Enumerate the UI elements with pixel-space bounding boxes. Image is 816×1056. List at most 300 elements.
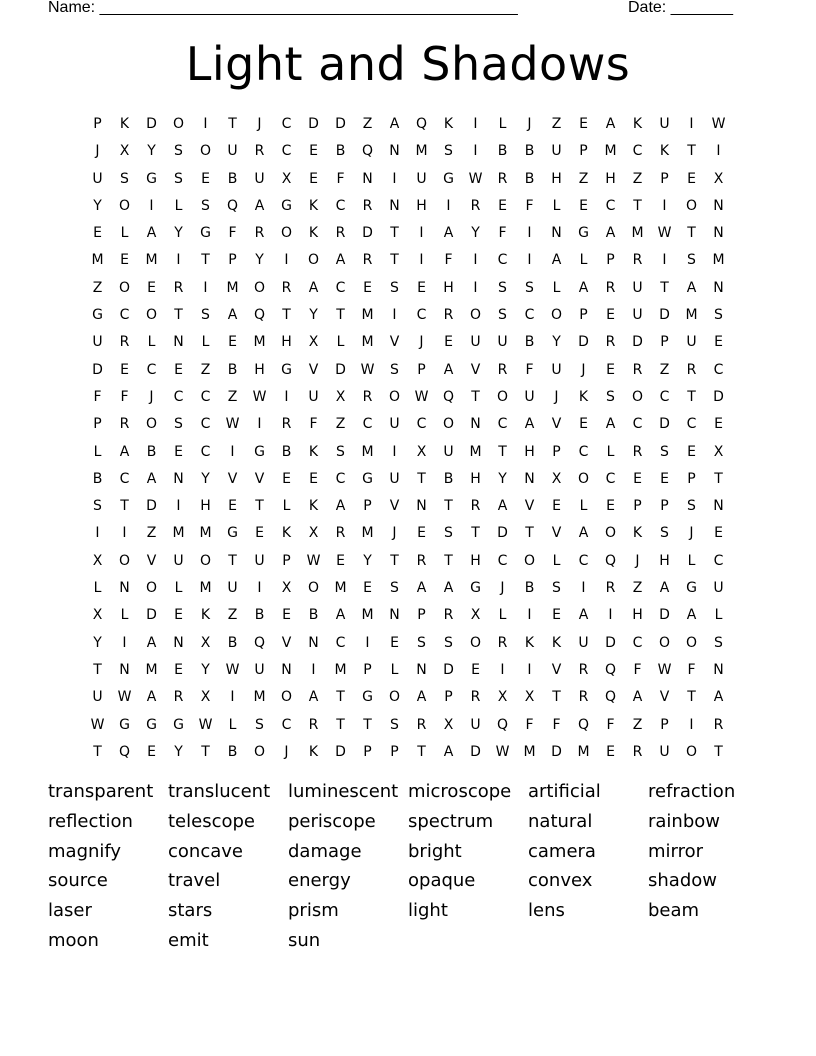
grid-letter[interactable]: A bbox=[335, 498, 346, 515]
grid-letter[interactable]: K bbox=[524, 634, 535, 651]
grid-letter[interactable]: M bbox=[631, 225, 644, 242]
grid-letter[interactable]: W bbox=[657, 225, 672, 242]
grid-letter[interactable]: X bbox=[92, 607, 103, 624]
grid-letter[interactable]: P bbox=[633, 498, 642, 515]
grid-letter[interactable]: V bbox=[389, 498, 400, 515]
grid-letter[interactable]: U bbox=[632, 279, 643, 296]
grid-letter[interactable]: X bbox=[200, 634, 211, 651]
grid-letter[interactable]: G bbox=[254, 443, 265, 460]
grid-letter[interactable]: F bbox=[633, 661, 642, 678]
grid-letter[interactable]: I bbox=[473, 252, 478, 269]
grid-letter[interactable]: U bbox=[497, 334, 508, 351]
grid-letter[interactable]: C bbox=[578, 552, 589, 569]
grid-letter[interactable]: W bbox=[117, 689, 132, 706]
grid-letter[interactable]: I bbox=[527, 225, 532, 242]
grid-letter[interactable]: M bbox=[172, 525, 185, 542]
grid-letter[interactable]: G bbox=[173, 716, 184, 733]
grid-letter[interactable]: E bbox=[174, 443, 183, 460]
grid-letter[interactable]: P bbox=[660, 498, 669, 515]
grid-letter[interactable]: Q bbox=[118, 743, 131, 760]
grid-letter[interactable]: A bbox=[335, 252, 346, 269]
grid-letter[interactable]: B bbox=[227, 634, 238, 651]
grid-letter[interactable]: X bbox=[713, 443, 724, 460]
grid-letter[interactable]: E bbox=[174, 661, 183, 678]
grid-letter[interactable]: X bbox=[281, 580, 292, 597]
grid-letter[interactable]: C bbox=[632, 634, 643, 651]
grid-letter[interactable]: P bbox=[417, 361, 426, 378]
grid-letter[interactable]: E bbox=[552, 607, 561, 624]
grid-letter[interactable]: A bbox=[308, 279, 319, 296]
grid-letter[interactable]: K bbox=[632, 525, 643, 542]
grid-letter[interactable]: M bbox=[604, 143, 617, 160]
grid-letter[interactable]: I bbox=[392, 170, 397, 187]
grid-letter[interactable]: S bbox=[714, 634, 723, 651]
grid-letter[interactable]: L bbox=[552, 197, 561, 214]
grid-letter[interactable]: E bbox=[714, 525, 723, 542]
grid-letter[interactable]: L bbox=[498, 607, 507, 624]
grid-letter[interactable]: R bbox=[362, 252, 373, 269]
grid-letter[interactable]: F bbox=[525, 361, 534, 378]
grid-letter[interactable]: T bbox=[201, 743, 210, 760]
grid-letter[interactable]: X bbox=[281, 170, 292, 187]
grid-letter[interactable]: J bbox=[419, 334, 424, 351]
grid-letter[interactable]: L bbox=[552, 552, 561, 569]
grid-letter[interactable]: Q bbox=[226, 197, 239, 214]
grid-letter[interactable]: T bbox=[633, 197, 642, 214]
grid-letter[interactable]: I bbox=[527, 661, 532, 678]
grid-letter[interactable]: D bbox=[578, 334, 589, 351]
grid-letter[interactable]: O bbox=[253, 743, 266, 760]
grid-letter[interactable]: R bbox=[632, 743, 643, 760]
grid-letter[interactable]: B bbox=[281, 443, 292, 460]
grid-letter[interactable]: R bbox=[362, 197, 373, 214]
grid-letter[interactable]: J bbox=[554, 388, 559, 405]
grid-letter[interactable]: Q bbox=[253, 634, 266, 651]
grid-letter[interactable]: J bbox=[500, 580, 505, 597]
grid-letter[interactable]: N bbox=[713, 279, 724, 296]
grid-letter[interactable]: Q bbox=[253, 307, 266, 324]
grid-letter[interactable]: M bbox=[199, 525, 212, 542]
grid-letter[interactable]: O bbox=[118, 552, 131, 569]
grid-letter[interactable]: T bbox=[444, 552, 453, 569]
grid-letter[interactable]: N bbox=[524, 470, 535, 487]
grid-letter[interactable]: N bbox=[119, 580, 130, 597]
grid-letter[interactable]: I bbox=[203, 116, 208, 132]
grid-letter[interactable]: N bbox=[173, 634, 184, 651]
grid-letter[interactable]: E bbox=[606, 743, 615, 760]
grid-letter[interactable]: F bbox=[525, 716, 534, 733]
grid-letter[interactable]: E bbox=[606, 307, 615, 324]
grid-letter[interactable]: U bbox=[389, 416, 400, 433]
grid-letter[interactable]: T bbox=[336, 307, 345, 324]
grid-letter[interactable]: I bbox=[662, 252, 667, 269]
grid-letter[interactable]: D bbox=[308, 116, 319, 132]
grid-letter[interactable]: E bbox=[201, 170, 210, 187]
grid-letter[interactable]: T bbox=[687, 689, 696, 706]
grid-letter[interactable]: Y bbox=[201, 470, 210, 487]
grid-letter[interactable]: S bbox=[687, 498, 696, 515]
grid-letter[interactable]: N bbox=[416, 498, 427, 515]
grid-letter[interactable]: R bbox=[497, 361, 508, 378]
grid-letter[interactable]: M bbox=[361, 443, 374, 460]
grid-letter[interactable]: I bbox=[176, 498, 181, 515]
grid-letter[interactable]: T bbox=[687, 143, 696, 160]
grid-letter[interactable]: P bbox=[228, 252, 237, 269]
grid-letter[interactable]: L bbox=[147, 334, 156, 351]
grid-letter[interactable]: I bbox=[95, 525, 100, 542]
grid-letter[interactable]: G bbox=[362, 689, 373, 706]
grid-letter[interactable]: U bbox=[254, 661, 265, 678]
grid-letter[interactable]: S bbox=[174, 143, 183, 160]
grid-letter[interactable]: D bbox=[335, 361, 346, 378]
grid-letter[interactable]: G bbox=[281, 197, 292, 214]
grid-letter[interactable]: A bbox=[497, 498, 508, 515]
grid-letter[interactable]: F bbox=[606, 716, 615, 733]
grid-letter[interactable]: P bbox=[579, 307, 588, 324]
grid-letter[interactable]: U bbox=[443, 443, 454, 460]
grid-letter[interactable]: I bbox=[689, 716, 694, 733]
grid-letter[interactable]: D bbox=[146, 498, 157, 515]
grid-letter[interactable]: R bbox=[173, 689, 184, 706]
grid-letter[interactable]: O bbox=[307, 252, 320, 269]
grid-letter[interactable]: V bbox=[470, 361, 481, 378]
grid-letter[interactable]: Q bbox=[442, 388, 455, 405]
grid-letter[interactable]: E bbox=[363, 279, 372, 296]
grid-letter[interactable]: C bbox=[497, 552, 508, 569]
grid-letter[interactable]: E bbox=[552, 498, 561, 515]
grid-letter[interactable]: T bbox=[282, 307, 291, 324]
grid-letter[interactable]: L bbox=[336, 334, 345, 351]
grid-letter[interactable]: Z bbox=[632, 580, 643, 597]
grid-letter[interactable]: O bbox=[685, 197, 698, 214]
grid-letter[interactable]: C bbox=[713, 361, 724, 378]
grid-letter[interactable]: A bbox=[578, 279, 589, 296]
grid-letter[interactable]: E bbox=[228, 498, 237, 515]
grid-letter[interactable]: E bbox=[579, 197, 588, 214]
grid-letter[interactable]: O bbox=[280, 225, 293, 242]
grid-letter[interactable]: O bbox=[685, 634, 698, 651]
grid-letter[interactable]: S bbox=[174, 170, 183, 187]
grid-letter[interactable]: I bbox=[581, 580, 586, 597]
grid-letter[interactable]: T bbox=[228, 116, 237, 132]
grid-letter[interactable]: I bbox=[689, 116, 694, 132]
grid-letter[interactable]: K bbox=[308, 743, 319, 760]
grid-letter[interactable]: O bbox=[199, 143, 212, 160]
grid-letter[interactable]: D bbox=[713, 388, 724, 405]
grid-letter[interactable]: T bbox=[363, 716, 372, 733]
grid-letter[interactable]: N bbox=[713, 498, 724, 515]
grid-letter[interactable]: R bbox=[416, 716, 427, 733]
grid-letter[interactable]: P bbox=[363, 743, 372, 760]
grid-letter[interactable]: W bbox=[468, 170, 483, 187]
grid-letter[interactable]: T bbox=[471, 525, 480, 542]
grid-letter[interactable]: A bbox=[146, 470, 157, 487]
grid-letter[interactable]: R bbox=[605, 580, 616, 597]
grid-letter[interactable]: E bbox=[606, 498, 615, 515]
grid-letter[interactable]: A bbox=[659, 580, 670, 597]
grid-letter[interactable]: X bbox=[551, 470, 562, 487]
grid-letter[interactable]: T bbox=[417, 743, 426, 760]
grid-letter[interactable]: F bbox=[687, 661, 696, 678]
grid-letter[interactable]: C bbox=[200, 388, 211, 405]
grid-letter[interactable]: M bbox=[361, 525, 374, 542]
grid-letter[interactable]: C bbox=[632, 416, 643, 433]
grid-letter[interactable]: A bbox=[713, 689, 724, 706]
grid-letter[interactable]: L bbox=[282, 498, 291, 515]
grid-letter[interactable]: U bbox=[92, 689, 103, 706]
grid-letter[interactable]: J bbox=[149, 388, 154, 405]
grid-letter[interactable]: W bbox=[360, 361, 375, 378]
grid-letter[interactable]: E bbox=[174, 361, 183, 378]
grid-letter[interactable]: J bbox=[635, 552, 640, 569]
grid-letter[interactable]: F bbox=[120, 388, 129, 405]
grid-letter[interactable]: G bbox=[362, 470, 373, 487]
grid-letter[interactable]: M bbox=[253, 334, 266, 351]
grid-letter[interactable]: O bbox=[550, 307, 563, 324]
grid-letter[interactable]: M bbox=[91, 252, 104, 269]
grid-letter[interactable]: P bbox=[606, 252, 615, 269]
grid-letter[interactable]: L bbox=[714, 607, 723, 624]
grid-letter[interactable]: Q bbox=[361, 143, 374, 160]
grid-letter[interactable]: C bbox=[173, 388, 184, 405]
grid-letter[interactable]: S bbox=[606, 388, 615, 405]
grid-letter[interactable]: K bbox=[308, 197, 319, 214]
grid-letter[interactable]: A bbox=[551, 252, 562, 269]
grid-letter[interactable]: A bbox=[146, 689, 157, 706]
grid-letter[interactable]: N bbox=[713, 661, 724, 678]
grid-letter[interactable]: P bbox=[417, 607, 426, 624]
grid-letter[interactable]: U bbox=[254, 170, 265, 187]
grid-letter[interactable]: G bbox=[92, 307, 103, 324]
grid-letter[interactable]: B bbox=[443, 470, 454, 487]
grid-letter[interactable]: U bbox=[659, 116, 670, 132]
grid-letter[interactable]: A bbox=[416, 580, 427, 597]
grid-letter[interactable]: L bbox=[120, 225, 129, 242]
grid-letter[interactable]: N bbox=[173, 334, 184, 351]
grid-letter[interactable]: S bbox=[120, 170, 129, 187]
grid-letter[interactable]: X bbox=[497, 689, 508, 706]
grid-letter[interactable]: R bbox=[335, 225, 346, 242]
grid-letter[interactable]: V bbox=[308, 361, 319, 378]
grid-letter[interactable]: P bbox=[363, 498, 372, 515]
grid-letter[interactable]: R bbox=[254, 225, 265, 242]
grid-letter[interactable]: D bbox=[470, 743, 481, 760]
grid-letter[interactable]: Z bbox=[227, 388, 238, 405]
grid-letter[interactable]: B bbox=[227, 170, 238, 187]
grid-letter[interactable]: E bbox=[444, 334, 453, 351]
grid-letter[interactable]: E bbox=[147, 743, 156, 760]
grid-letter[interactable]: R bbox=[281, 279, 292, 296]
grid-letter[interactable]: L bbox=[201, 334, 210, 351]
grid-letter[interactable]: C bbox=[146, 361, 157, 378]
grid-letter[interactable]: S bbox=[498, 307, 507, 324]
grid-letter[interactable]: Z bbox=[578, 170, 589, 187]
grid-letter[interactable]: W bbox=[306, 552, 321, 569]
grid-letter[interactable]: I bbox=[527, 252, 532, 269]
grid-letter[interactable]: I bbox=[500, 661, 505, 678]
grid-letter[interactable]: X bbox=[416, 443, 427, 460]
grid-letter[interactable]: C bbox=[362, 416, 373, 433]
grid-letter[interactable]: T bbox=[390, 552, 399, 569]
grid-letter[interactable]: E bbox=[228, 334, 237, 351]
grid-letter[interactable]: O bbox=[280, 689, 293, 706]
grid-letter[interactable]: Z bbox=[146, 525, 157, 542]
grid-letter[interactable]: Z bbox=[92, 279, 103, 296]
grid-letter[interactable]: O bbox=[604, 525, 617, 542]
grid-letter[interactable]: C bbox=[335, 634, 346, 651]
grid-letter[interactable]: R bbox=[173, 279, 184, 296]
grid-letter[interactable]: G bbox=[443, 170, 454, 187]
grid-letter[interactable]: F bbox=[498, 225, 507, 242]
grid-letter[interactable]: U bbox=[227, 580, 238, 597]
grid-letter[interactable]: J bbox=[95, 143, 100, 160]
grid-letter[interactable]: E bbox=[687, 170, 696, 187]
grid-letter[interactable]: S bbox=[390, 279, 399, 296]
grid-letter[interactable]: R bbox=[713, 716, 724, 733]
grid-letter[interactable]: V bbox=[524, 498, 535, 515]
grid-letter[interactable]: X bbox=[524, 689, 535, 706]
grid-letter[interactable]: R bbox=[443, 307, 454, 324]
grid-letter[interactable]: M bbox=[253, 689, 266, 706]
grid-letter[interactable]: A bbox=[443, 361, 454, 378]
grid-letter[interactable]: R bbox=[497, 170, 508, 187]
grid-letter[interactable]: T bbox=[228, 552, 237, 569]
grid-letter[interactable]: S bbox=[336, 443, 345, 460]
grid-letter[interactable]: L bbox=[93, 580, 102, 597]
grid-letter[interactable]: D bbox=[605, 634, 616, 651]
grid-letter[interactable]: T bbox=[687, 225, 696, 242]
grid-letter[interactable]: C bbox=[497, 416, 508, 433]
grid-letter[interactable]: Z bbox=[200, 361, 211, 378]
grid-letter[interactable]: C bbox=[281, 116, 292, 132]
grid-letter[interactable]: U bbox=[713, 580, 724, 597]
grid-letter[interactable]: G bbox=[119, 716, 130, 733]
grid-letter[interactable]: G bbox=[146, 170, 157, 187]
grid-letter[interactable]: O bbox=[631, 388, 644, 405]
grid-letter[interactable]: U bbox=[578, 634, 589, 651]
grid-letter[interactable]: N bbox=[551, 225, 562, 242]
grid-letter[interactable]: D bbox=[92, 361, 103, 378]
grid-letter[interactable]: P bbox=[444, 689, 453, 706]
grid-letter[interactable]: H bbox=[254, 361, 265, 378]
grid-letter[interactable]: O bbox=[118, 279, 131, 296]
grid-letter[interactable]: L bbox=[579, 252, 588, 269]
grid-letter[interactable]: T bbox=[687, 388, 696, 405]
grid-letter[interactable]: P bbox=[579, 143, 588, 160]
grid-letter[interactable]: R bbox=[470, 689, 481, 706]
grid-letter[interactable]: A bbox=[227, 307, 238, 324]
grid-letter[interactable]: K bbox=[281, 525, 292, 542]
grid-letter[interactable]: T bbox=[255, 498, 264, 515]
grid-letter[interactable]: L bbox=[120, 607, 129, 624]
grid-letter[interactable]: U bbox=[632, 307, 643, 324]
grid-letter[interactable]: Q bbox=[604, 661, 617, 678]
grid-letter[interactable]: J bbox=[581, 361, 586, 378]
grid-letter[interactable]: K bbox=[659, 143, 670, 160]
grid-letter[interactable]: F bbox=[336, 170, 345, 187]
grid-letter[interactable]: X bbox=[200, 689, 211, 706]
grid-letter[interactable]: R bbox=[119, 416, 130, 433]
grid-letter[interactable]: M bbox=[334, 580, 347, 597]
grid-letter[interactable]: S bbox=[201, 307, 210, 324]
grid-letter[interactable]: V bbox=[659, 689, 670, 706]
grid-letter[interactable]: F bbox=[444, 252, 453, 269]
grid-letter[interactable]: O bbox=[658, 634, 671, 651]
grid-letter[interactable]: I bbox=[122, 525, 127, 542]
grid-letter[interactable]: T bbox=[417, 470, 426, 487]
grid-letter[interactable]: N bbox=[281, 661, 292, 678]
grid-letter[interactable]: O bbox=[469, 634, 482, 651]
grid-letter[interactable]: V bbox=[146, 552, 157, 569]
grid-letter[interactable]: O bbox=[496, 388, 509, 405]
grid-letter[interactable]: E bbox=[120, 252, 129, 269]
grid-letter[interactable]: I bbox=[608, 607, 613, 624]
grid-letter[interactable]: C bbox=[605, 470, 616, 487]
grid-letter[interactable]: M bbox=[145, 252, 158, 269]
grid-letter[interactable]: T bbox=[174, 307, 183, 324]
grid-letter[interactable]: T bbox=[525, 525, 534, 542]
grid-letter[interactable]: B bbox=[497, 143, 508, 160]
grid-letter[interactable]: T bbox=[336, 716, 345, 733]
grid-letter[interactable]: W bbox=[198, 716, 213, 733]
grid-letter[interactable]: C bbox=[335, 470, 346, 487]
grid-letter[interactable]: P bbox=[390, 743, 399, 760]
grid-letter[interactable]: X bbox=[713, 170, 724, 187]
grid-letter[interactable]: A bbox=[605, 116, 616, 132]
grid-letter[interactable]: C bbox=[686, 416, 697, 433]
grid-letter[interactable]: E bbox=[282, 607, 291, 624]
grid-letter[interactable]: N bbox=[713, 197, 724, 214]
grid-letter[interactable]: A bbox=[335, 607, 346, 624]
grid-letter[interactable]: U bbox=[92, 334, 103, 351]
grid-letter[interactable]: I bbox=[473, 143, 478, 160]
grid-letter[interactable]: M bbox=[334, 661, 347, 678]
grid-letter[interactable]: L bbox=[498, 116, 507, 132]
grid-letter[interactable]: C bbox=[578, 443, 589, 460]
grid-letter[interactable]: I bbox=[203, 279, 208, 296]
grid-letter[interactable]: K bbox=[308, 225, 319, 242]
grid-letter[interactable]: E bbox=[471, 661, 480, 678]
grid-letter[interactable]: I bbox=[284, 388, 289, 405]
grid-letter[interactable]: O bbox=[118, 197, 131, 214]
grid-letter[interactable]: Y bbox=[174, 743, 183, 760]
grid-letter[interactable]: K bbox=[308, 498, 319, 515]
grid-letter[interactable]: K bbox=[632, 116, 643, 132]
grid-letter[interactable]: C bbox=[119, 307, 130, 324]
grid-letter[interactable]: B bbox=[524, 580, 535, 597]
grid-letter[interactable]: C bbox=[632, 143, 643, 160]
grid-letter[interactable]: N bbox=[119, 661, 130, 678]
grid-letter[interactable]: F bbox=[93, 388, 102, 405]
grid-letter[interactable]: E bbox=[336, 552, 345, 569]
grid-letter[interactable]: B bbox=[227, 361, 238, 378]
grid-letter[interactable]: E bbox=[120, 361, 129, 378]
grid-letter[interactable]: Y bbox=[93, 197, 102, 214]
grid-letter[interactable]: C bbox=[335, 197, 346, 214]
grid-letter[interactable]: D bbox=[335, 116, 346, 132]
grid-letter[interactable]: A bbox=[578, 525, 589, 542]
grid-letter[interactable]: W bbox=[495, 743, 510, 760]
grid-letter[interactable]: I bbox=[716, 143, 721, 160]
grid-letter[interactable]: N bbox=[389, 197, 400, 214]
grid-letter[interactable]: O bbox=[685, 743, 698, 760]
grid-letter[interactable]: Z bbox=[632, 170, 643, 187]
grid-letter[interactable]: B bbox=[335, 143, 346, 160]
grid-letter[interactable]: N bbox=[362, 170, 373, 187]
grid-letter[interactable]: M bbox=[712, 252, 725, 269]
grid-letter[interactable]: A bbox=[146, 634, 157, 651]
grid-letter[interactable]: M bbox=[145, 661, 158, 678]
